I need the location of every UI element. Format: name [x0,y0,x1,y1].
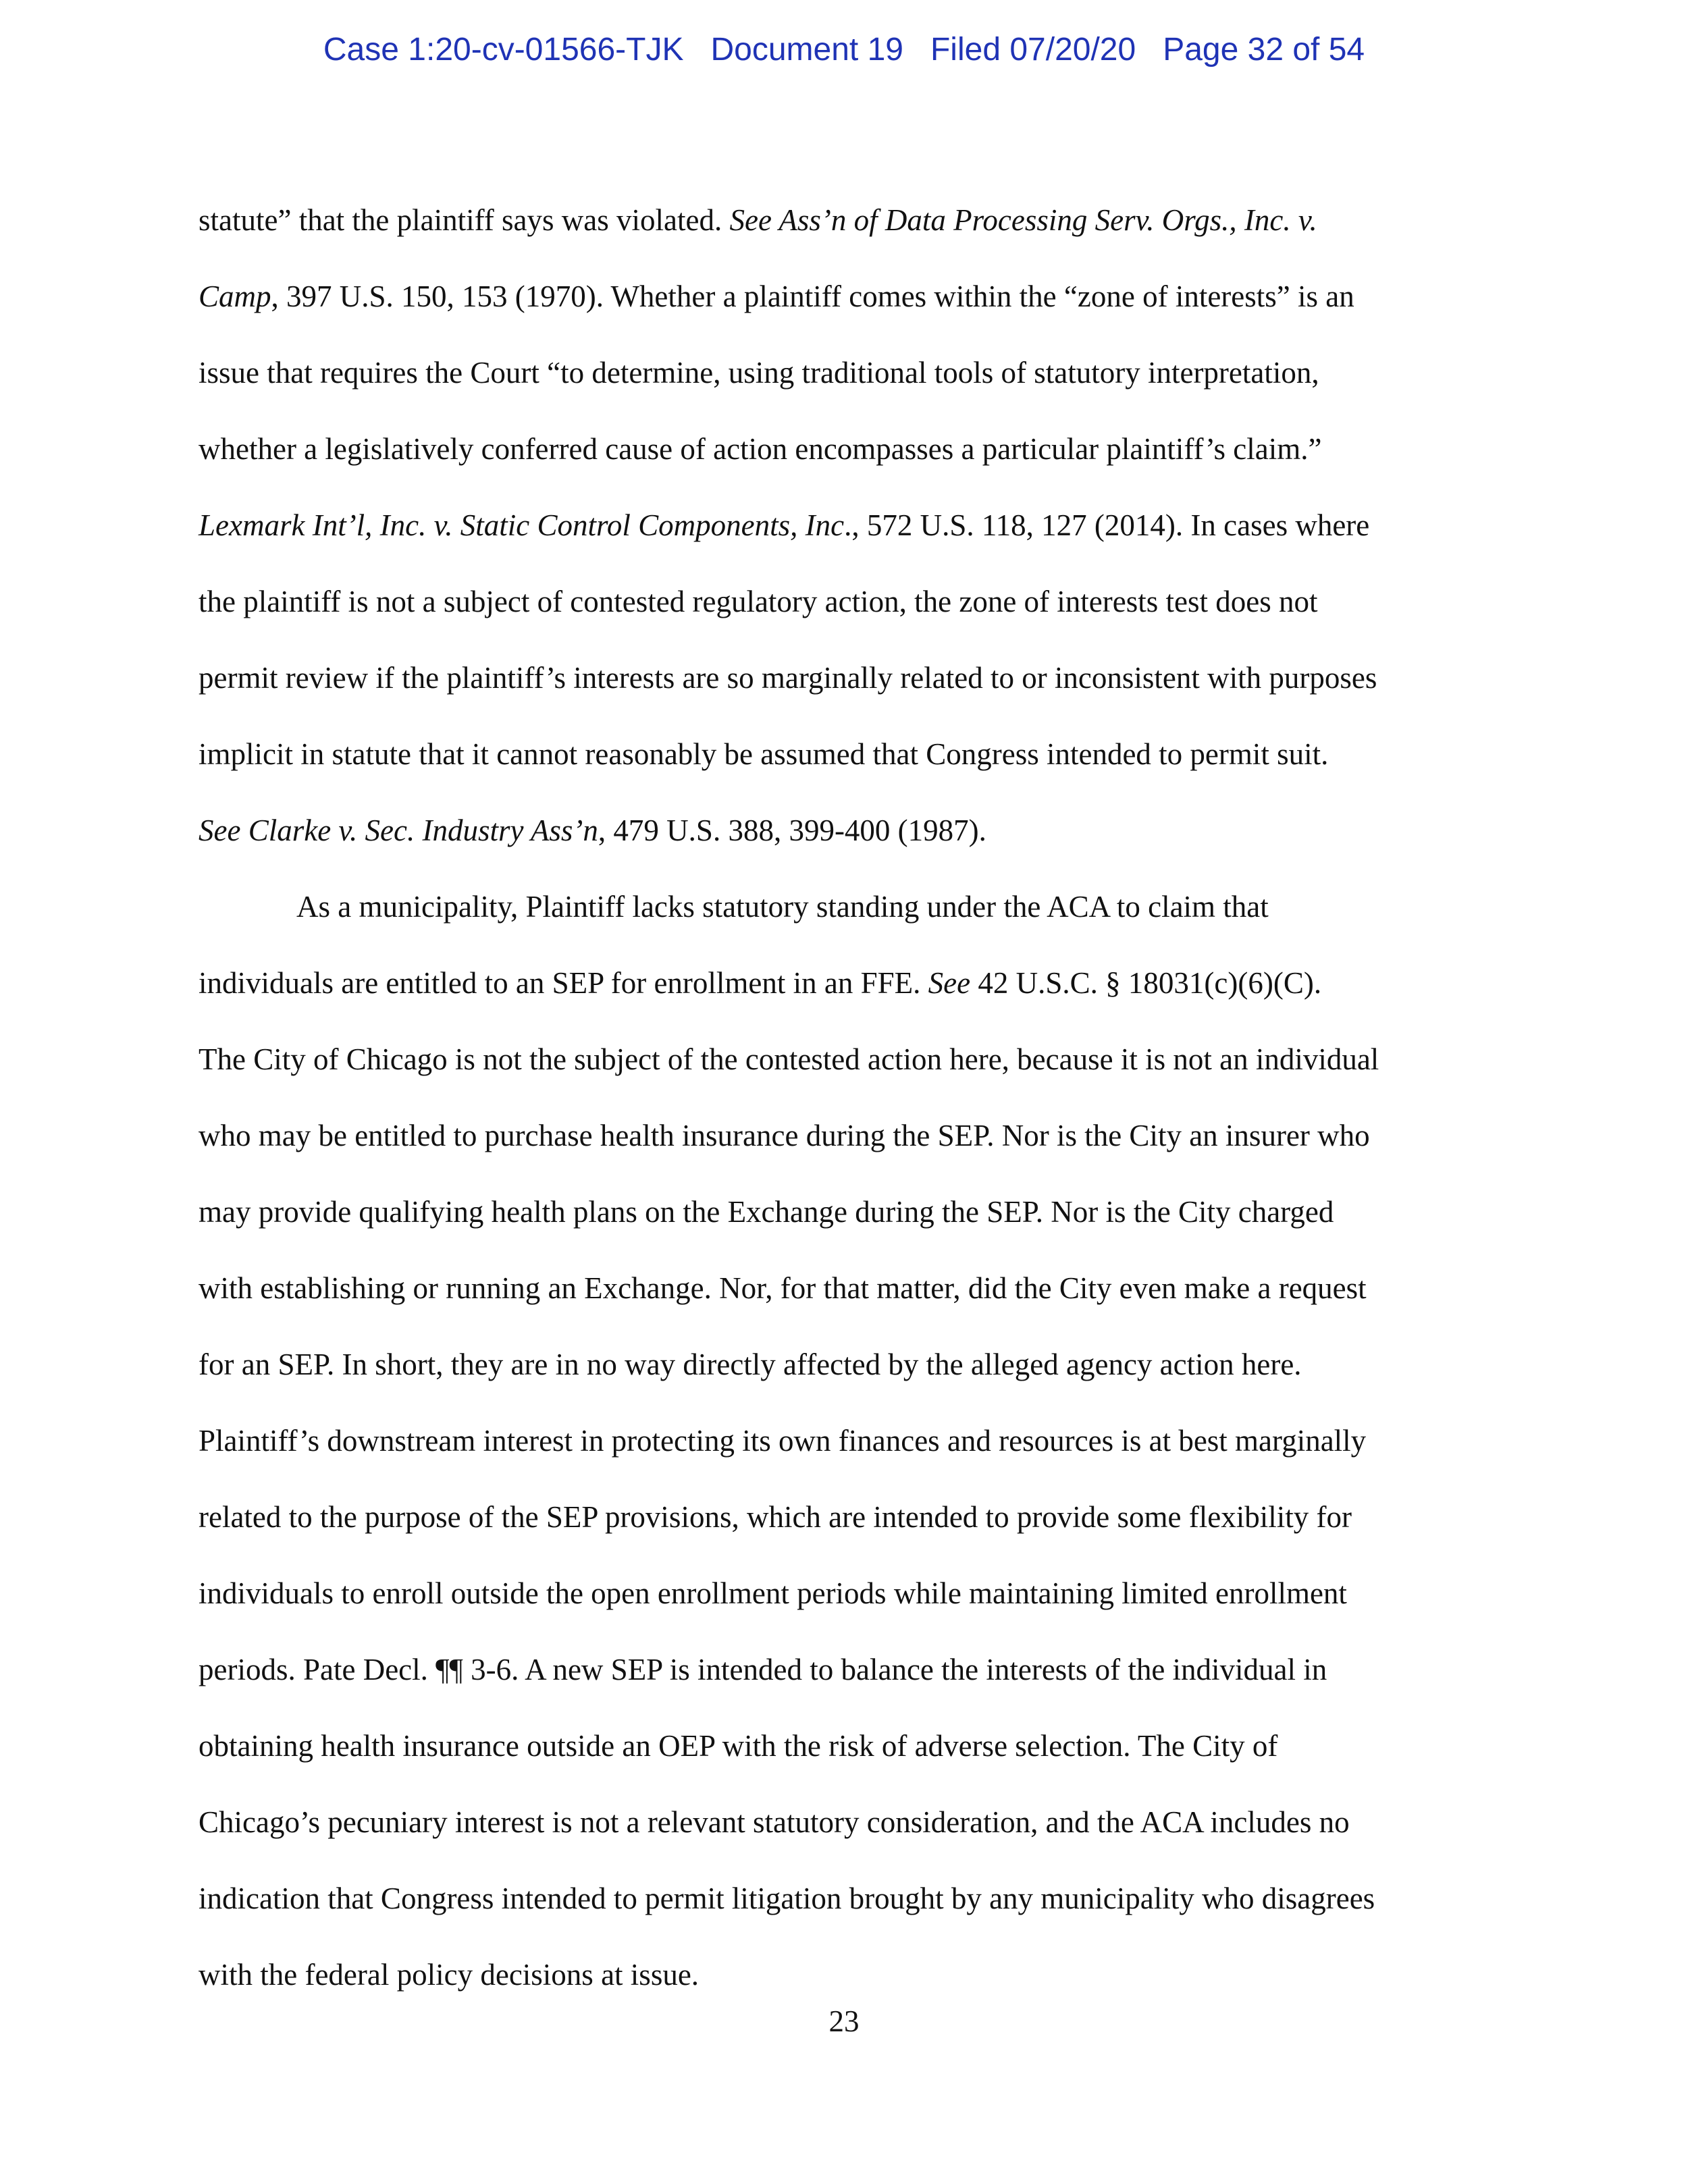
text-line: Lexmark Int’l, Inc. v. Static Control Components, Inc., 572 U.S. 118, 127 (2014). In cases where [199,508,1370,542]
ecf-filing-header [0,31,1688,68]
text-line: issue that requires the Court “to determine, using traditional tools of statutory interpretation, [199,356,1319,390]
signal-see: See [928,966,971,1000]
text-line: periods. Pate Decl. ¶¶ 3-6. A new SEP is intended to balance the interests of the individual in [199,1653,1327,1686]
text-line: the plaintiff is not a subject of contested regulatory action, the zone of interests test does not [199,585,1318,618]
page-number: 23 [828,2004,860,2038]
document-number: Document 19 [710,32,903,68]
text-line: implicit in statute that it cannot reasonably be assumed that Congress intended to permit suit. [199,737,1329,771]
text-line: may provide qualifying health plans on the Exchange during the SEP. Nor is the City charged [199,1195,1334,1229]
text-line: whether a legislatively conferred cause of action encompasses a particular plaintiff’s claim.” [199,432,1322,466]
case-number: Case 1:20-cv-01566-TJK [323,32,684,68]
case-citation: See Ass’n of Data Processing Serv. Orgs., Inc. v. [729,203,1317,237]
text-line: Plaintiff’s downstream interest in protecting its own finances and resources is at best marginally [199,1424,1367,1458]
text-line: Chicago’s pecuniary interest is not a relevant statutory consideration, and the ACA includes no [199,1805,1350,1839]
text-line: related to the purpose of the SEP provisions, which are intended to provide some flexibility for [199,1500,1352,1534]
case-citation: Lexmark Int’l, Inc. v. Static Control Components, Inc [199,508,845,542]
case-citation: Camp [199,279,271,313]
text-line: individuals are entitled to an SEP for enrollment in an FFE. See 42 U.S.C. § 18031(c)(6)(C). [199,966,1322,1000]
text-line: with the federal policy decisions at issue. [199,1958,700,1992]
text-line: for an SEP. In short, they are in no way directly affected by the alleged agency action here. [199,1348,1302,1381]
text-line: who may be entitled to purchase health insurance during the SEP. Nor is the City an insurer who [199,1119,1370,1152]
text-line: with establishing or running an Exchange. Nor, for that matter, did the City even make a request [199,1271,1367,1305]
text-line: The City of Chicago is not the subject of the contested action here, because it is not an individual [199,1042,1379,1076]
text-line: permit review if the plaintiff’s interests are so marginally related to or inconsistent with purposes [199,661,1377,695]
text-line: Camp, 397 U.S. 150, 153 (1970). Whether a plaintiff comes within the “zone of interests” is an [199,279,1354,313]
body-text [199,200,1502,2031]
filed-date: Filed 07/20/20 [930,32,1136,68]
text-line: statute” that the plaintiff says was violated. See Ass’n of Data Processing Serv. Orgs., Inc. v. [199,203,1317,237]
paragraph-start-line: As a municipality, Plaintiff lacks statutory standing under the ACA to claim that [296,890,1269,924]
page-of-total: Page 32 of 54 [1163,32,1365,68]
text-line: indication that Congress intended to permit litigation brought by any municipality who disagrees [199,1882,1375,1915]
text-line: obtaining health insurance outside an OEP with the risk of adverse selection. The City of [199,1729,1278,1763]
case-citation: See Clarke v. Sec. Industry Ass’n [199,814,598,847]
text-line: individuals to enroll outside the open enrollment periods while maintaining limited enrollment [199,1576,1347,1610]
text-line: See Clarke v. Sec. Industry Ass’n, 479 U.S. 388, 399-400 (1987). [199,814,986,847]
